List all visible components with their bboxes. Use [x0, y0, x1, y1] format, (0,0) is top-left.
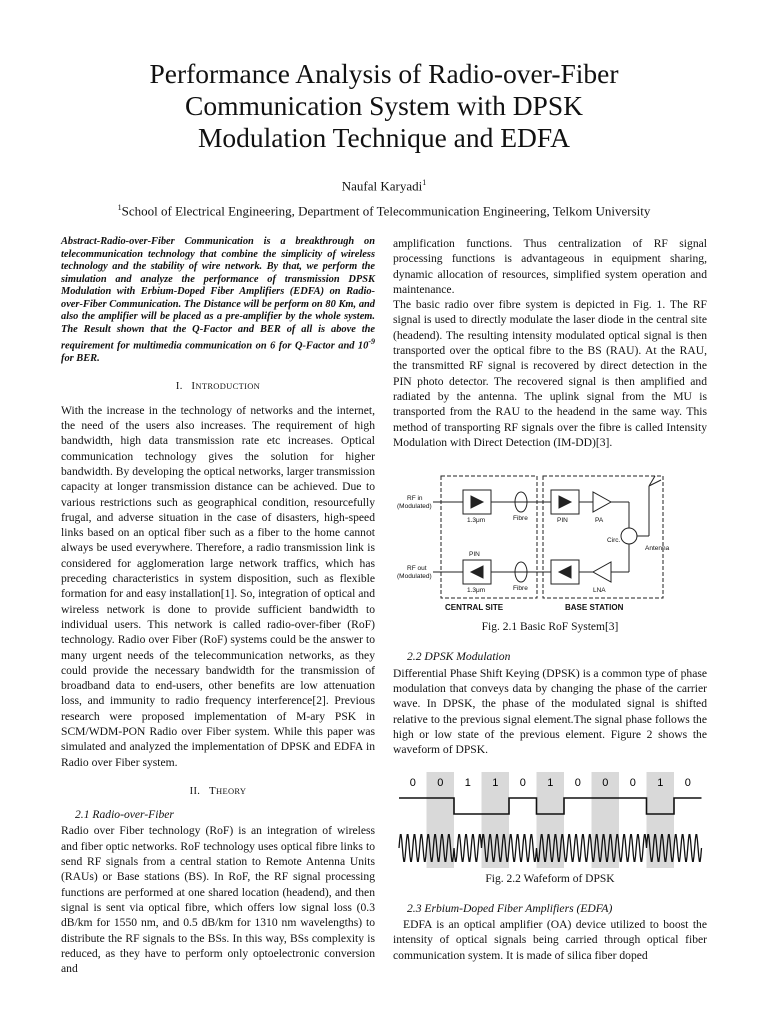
central-site-box: [441, 476, 537, 598]
abstract-text: Abstract-Radio-over-Fiber Communication is a breakthrough on telecommunication technology that combine the simplicity of wireless technology and the stability of wire network. By that, we perform the simulation and analyze the performance of transmission DPSK Modulation with Erbium-Doped Fiber Amplifiers (EDFA) on Radio-over-Fiber Communication. The Distance will be perform on 80 Km, and also the amplifier will be placed as a pre-amplifier by the whole system. The Result shown that the Q-Factor and BER of all is above the requirement for multimedia communication on 6 for Q-Factor and 10: [61, 236, 375, 352]
wavelength-label-2: 1.3μm: [467, 587, 486, 595]
section-number: I.: [175, 381, 183, 393]
lna-label: LNA: [593, 587, 606, 595]
bit-label: 0: [602, 776, 609, 789]
bit-label: 1: [657, 776, 664, 789]
author-name: Naufal Karyadi: [341, 178, 423, 194]
figure-2-1-caption: Fig. 2.1 Basic RoF System[3]: [481, 621, 619, 634]
edfa-paragraph: EDFA is an optical amplifier (OA) device utilized to boost the intensity of optical signals being carried through optical fiber communication system. It is made of silica fiber doped: [393, 918, 707, 962]
bit-label: 1: [492, 776, 499, 789]
affiliation-text: School of Electrical Engineering, Department of Telecommunication Engineering, Telkom University: [121, 203, 651, 219]
author-sup: 1: [422, 178, 427, 187]
section-number: II.: [189, 785, 201, 797]
section-title-initial: T: [208, 784, 217, 797]
abstract-end: for BER.: [61, 352, 100, 364]
rf-in-modulated-label: (Modulated): [397, 503, 432, 511]
abstract-sup: -9: [368, 337, 375, 346]
bit-label: 0: [629, 776, 636, 789]
title-line-3: Modulation Technique and EDFA: [197, 122, 571, 153]
figure-dpsk-waveform: [393, 772, 707, 870]
antenna-mast: [649, 476, 661, 486]
wavelength-label-1: 1.3μm: [467, 517, 486, 525]
fibre-label-1: Fibre: [513, 515, 528, 523]
rof-continued-paragraph: amplification functions. Thus centralization of RF signal processing functions is advantageous in equipment sharing, dynamic allocation of resources, simplified system operation and maintenance.: [393, 237, 707, 296]
section-title-initial: I: [191, 380, 196, 393]
left-column: [61, 236, 375, 976]
bit-label: 0: [684, 776, 691, 789]
section-title-rest: NTRODUCTION: [195, 381, 261, 392]
pa-label: PA: [595, 517, 604, 525]
section-heading-theory: [61, 784, 375, 799]
bit-label: 1: [547, 776, 554, 789]
figure-basic-rof-system: [393, 472, 707, 622]
paper-title: [60, 58, 708, 154]
rof-paragraph: Radio over Fiber technology (RoF) is an integration of wireless and fiber optic networks. RoF technology uses optical fibre links to send RF signals from a central station to Remote Antenna Units (RAUs) or Base stations (BS). In RoF, the RF signal processing functions are performed at one shared location (headend), and then signal is sent via optical fibre, which offers low signal loss (0.3 dB/km for 1550 nm, and 0.5 dB/km for 1310 nm wavelengths) to distribute the RF signals to the BSs. In this way, BSs complexity is reduced, as they have to perform only optoelectronic conversion and: [61, 824, 375, 976]
bit-label: 1: [464, 776, 471, 789]
abstract: [61, 236, 375, 365]
lna-amplifier: [593, 562, 611, 582]
base-station-box: [543, 476, 663, 598]
subsection-heading-rof: 2.1 Radio-over-Fiber: [75, 808, 174, 822]
circulator-label: Circ.: [607, 537, 621, 545]
title-line-2: Communication System with DPSK: [184, 90, 583, 121]
affiliation-sup: 1: [117, 203, 122, 212]
pa-amplifier: [593, 492, 611, 512]
author: [0, 178, 768, 194]
pin-label-2: PIN: [469, 551, 480, 559]
bit-label: 0: [437, 776, 444, 789]
subsection-heading-edfa: 2.3 Erbium-Doped Fiber Amplifiers (EDFA): [407, 901, 613, 915]
circulator: [621, 528, 637, 544]
affiliation: [0, 203, 768, 219]
fibre-label-2: Fibre: [513, 585, 528, 593]
rf-in-label: RF in: [407, 495, 423, 503]
title-line-1: Performance Analysis of Radio-over-Fiber: [149, 58, 619, 89]
basic-rof-paragraph: The basic radio over fibre system is depicted in Fig. 1. The RF signal is used to directly modulate the laser diode in the central site (headend). The resulting intensity modulated optical signal is then transported over the optical fibre to the BS (RAU). At the RAU, the transmitted RF signal is recovered by direct detection in the PIN photo detector. The recovered signal is then amplified and radiated by the antenna. The uplink signal from the MU is transported from the RAU to the headend in the same way. This method of transporting RF signals over the fibre is called Intensity Modulation with Direct Detection (IM-DD)[3].: [393, 298, 707, 449]
central-site-label: CENTRAL SITE: [445, 603, 504, 613]
rf-out-modulated-label: (Modulated): [397, 573, 432, 581]
antenna-label: Antenna: [645, 545, 670, 553]
rf-out-label: RF out: [407, 565, 427, 573]
base-station-label: BASE STATION: [565, 603, 624, 613]
bit-label: 0: [519, 776, 526, 789]
figure-2-2-caption: Fig. 2.2 Wafeform of DPSK: [485, 872, 615, 885]
section-title-rest: HEORY: [216, 785, 247, 796]
introduction-paragraph: With the increase in the technology of networks and the internet, the need of the users also increases. The requirement of high bandwidth, high data transmission rate etc increases. Optical communication technology gives the solution for higher bandwidth. By developing the optical networks, larger transmission capacity at longer transmission distance can be achieved. Due to various restrictions such as geographical condition, resourcefully frugal, and adverse situation in the case of disasters, high-speed links based on an optical fiber such as a fiber to the home cannot always be used everywhere. Therefore, a radio transmission link is considered for agglomeration large network traffics, which has preceding characteristics in system disposition, such as flexible formation for and easy installation[1]. So, integration of optical and wireless network is done to provide sufficient bandwidth to individual users. This network is called radio-over-fiber (RoF) technology. Radio over Fiber (RoF) systems could be the answer to many urgent needs of the telecommunication networks, as they could provide the necessary bandwidth for the transmission of broadband data to end-users, other benefits are low attenuation loss, and immunity to radio frequency interference[2]. Previous research were proposed implementation of M-ary PSK in SCM/WDM-PON Radio over Fiber system. While this paper was simulated and analyzed the implementation of DPSK and EDFA in Radio over Fiber system.: [61, 403, 375, 769]
dpsk-paragraph: Differential Phase Shift Keying (DPSK) is a common type of phase modulation that conveys data by changing the phase of the carrier wave. In DPSK, the phase of the modulated signal is shifted relative to the previous signal element.The signal phase follows the high or low state of the previous element. Figure 2 shows the waveform of DPSK.: [393, 666, 707, 757]
section-heading-introduction: [61, 379, 375, 394]
bit-label: 0: [574, 776, 581, 789]
pin-label-1: PIN: [557, 517, 568, 525]
subsection-heading-dpsk: 2.2 DPSK Modulation: [407, 650, 511, 664]
right-column: [393, 236, 707, 963]
rof-diagram: [393, 472, 707, 622]
bit-label: 0: [409, 776, 416, 789]
dpsk-waveform-diagram: [393, 772, 707, 870]
